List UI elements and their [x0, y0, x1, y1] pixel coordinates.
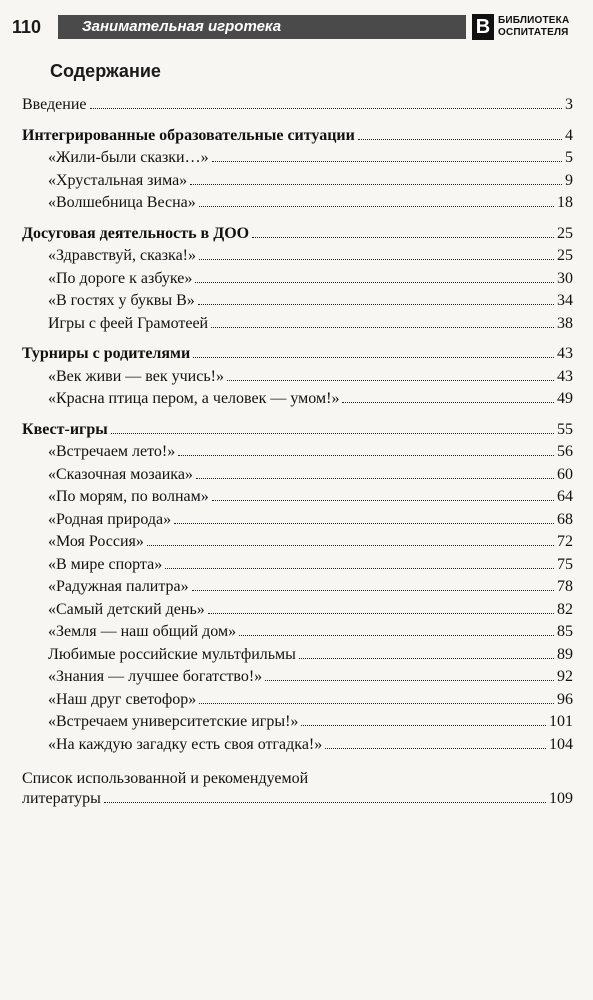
running-title: Занимательная игротека	[58, 15, 466, 39]
toc-page-number: 25	[557, 224, 573, 242]
toc-page-number: 5	[565, 149, 573, 166]
toc-chapter-row	[22, 127, 573, 150]
dot-leader	[196, 477, 554, 479]
toc-entry-title: «Век живи — век учись!»	[48, 367, 224, 385]
dot-leader	[195, 281, 554, 283]
toc-entry-title: Квест-игры	[22, 420, 108, 438]
toc-entry-row	[22, 368, 573, 391]
toc-entry-row	[22, 736, 573, 759]
toc-entry-title: «Наш друг светофор»	[48, 690, 197, 708]
dot-leader	[252, 236, 554, 238]
page-title: Содержание	[50, 61, 161, 81]
toc-entry-row	[22, 443, 573, 466]
dot-leader	[239, 634, 554, 636]
dot-leader	[212, 499, 554, 501]
table-of-contents	[22, 96, 573, 808]
toc-page-number: 30	[557, 269, 573, 287]
dot-leader	[299, 657, 554, 659]
logo-text	[498, 15, 569, 39]
toc-entry-title: «Красна птица пером, а человек — умом!»	[48, 390, 340, 407]
dot-leader	[325, 747, 546, 749]
dot-leader	[111, 432, 554, 434]
toc-entry-title: «Волшебница Весна»	[48, 194, 196, 211]
toc-page-number: 9	[565, 171, 573, 189]
dot-leader	[174, 522, 554, 524]
dot-leader	[212, 160, 562, 162]
dot-leader	[198, 303, 554, 305]
dot-leader	[342, 401, 554, 403]
toc-entry-title: «Жили-были сказки…»	[48, 149, 209, 166]
toc-page-number: 49	[557, 390, 573, 407]
toc-entry-row	[22, 315, 573, 338]
toc-entry-title: Досуговая деятельность в ДОО	[22, 224, 250, 242]
toc-entry-title: «Здравствуй, сказка!»	[48, 247, 196, 264]
toc-page-number: 18	[557, 194, 573, 211]
dot-leader	[208, 612, 554, 614]
toc-page-number: 75	[557, 555, 573, 573]
dot-leader	[178, 454, 554, 456]
toc-page-number: 82	[557, 600, 573, 618]
logo-line-2: ОСПИТАТЕЛЯ	[498, 27, 569, 38]
toc-page-number: 43	[557, 345, 573, 362]
toc-entry-row	[22, 172, 573, 195]
toc-page-number: 78	[557, 578, 573, 595]
logo-letter: В	[472, 14, 494, 40]
dot-leader	[199, 702, 554, 704]
toc-entry-title: «Сказочная мозаика»	[48, 465, 193, 483]
toc-page-number: 34	[557, 292, 573, 309]
toc-entry-row	[22, 601, 573, 624]
toc-entry-title: Интегрированные образовательные ситуации	[22, 126, 355, 144]
toc-page-number: 85	[557, 623, 573, 640]
toc-chapter-row	[22, 225, 573, 248]
toc-entry-title: «Радужная палитра»	[48, 578, 189, 595]
toc-entry-title: «В гостях у буквы В»	[48, 292, 195, 309]
toc-page-number: 109	[549, 790, 573, 807]
series-logo	[472, 12, 584, 44]
dot-leader	[227, 379, 554, 381]
toc-entry-title: «Моя Россия»	[48, 533, 144, 550]
toc-page-number: 4	[565, 126, 573, 144]
toc-entry-title: «По дороге к азбуке»	[48, 269, 193, 287]
toc-entry-row	[22, 270, 573, 293]
toc-page-number: 64	[557, 488, 573, 505]
toc-entry-row	[22, 292, 573, 315]
toc-entry-row	[22, 488, 573, 511]
toc-page-number: 72	[557, 533, 573, 550]
toc-entry-title: «Самый детский день»	[48, 600, 205, 618]
toc-entry-title: «Встречаем лето!»	[48, 443, 176, 460]
toc-entry-title: Любимые российские мультфильмы	[48, 645, 296, 663]
dot-leader	[165, 567, 554, 569]
literature-entry-row	[22, 790, 573, 808]
toc-page-number: 89	[557, 645, 573, 663]
literature-entry-line1: Список использованной и рекомендуемой	[22, 770, 309, 787]
toc-page-number: 55	[557, 420, 573, 438]
toc-entry-row	[22, 533, 573, 556]
dot-leader	[358, 138, 562, 140]
toc-page-number: 101	[549, 713, 573, 730]
toc-entry-row	[22, 390, 573, 413]
toc-entry-row	[22, 96, 573, 119]
toc-chapter-row	[22, 345, 573, 368]
toc-page-number: 25	[557, 247, 573, 264]
dot-leader	[301, 724, 546, 726]
logo-line-1: БИБЛИОТЕКА	[498, 15, 570, 26]
dot-leader	[90, 107, 563, 109]
toc-entry-row	[22, 149, 573, 172]
toc-entry-row	[22, 556, 573, 579]
toc-page-number: 96	[557, 690, 573, 708]
toc-page-number: 104	[549, 735, 573, 753]
dot-leader	[104, 801, 546, 803]
toc-entry-title: «Знания — лучшее богатство!»	[48, 668, 263, 685]
toc-page-number: 3	[565, 96, 573, 113]
toc-entry-title: «На каждую загадку есть своя отгадка!»	[48, 735, 323, 753]
toc-entry-title: «Хрустальная зима»	[48, 171, 188, 189]
toc-entry-title: Введение	[22, 96, 87, 113]
toc-page-number: 60	[557, 465, 573, 483]
toc-entry-row	[22, 713, 573, 736]
toc-entry-title: литературы	[22, 790, 101, 807]
toc-page-number: 56	[557, 443, 573, 460]
toc-page-number: 92	[557, 668, 573, 685]
toc-chapter-row	[22, 421, 573, 444]
toc-entry-row	[22, 466, 573, 489]
toc-entry-title: «По морям, по волнам»	[48, 488, 209, 505]
dot-leader	[211, 326, 554, 328]
toc-entry-title: «В мире спорта»	[48, 555, 163, 573]
dot-leader	[147, 544, 554, 546]
toc-entry-row	[22, 623, 573, 646]
toc-entry-title: Турниры с родителями	[22, 345, 191, 362]
toc-entry-row	[22, 511, 573, 534]
toc-entry-title: «Родная природа»	[48, 510, 172, 528]
dot-leader	[265, 679, 554, 681]
dot-leader	[193, 356, 554, 358]
toc-entry-title: Игры с феей Грамотеей	[48, 314, 209, 332]
toc-entry-title: «Земля — наш общий дом»	[48, 623, 237, 640]
toc-entry-row	[22, 247, 573, 270]
toc-entry-row	[22, 691, 573, 714]
dot-leader	[190, 183, 562, 185]
dot-leader	[199, 205, 554, 207]
toc-page-number: 38	[557, 314, 573, 332]
page-header	[12, 12, 584, 44]
toc-entry-row	[22, 646, 573, 669]
page-number: 110	[12, 17, 42, 37]
toc-entry-title: «Встречаем университетские игры!»	[48, 713, 299, 730]
toc-page-number: 43	[557, 367, 573, 385]
toc-entry-row	[22, 578, 573, 601]
toc-entry-row	[22, 194, 573, 217]
toc-page-number: 68	[557, 510, 573, 528]
dot-leader	[199, 258, 554, 260]
toc-entry-row	[22, 668, 573, 691]
dot-leader	[192, 589, 554, 591]
